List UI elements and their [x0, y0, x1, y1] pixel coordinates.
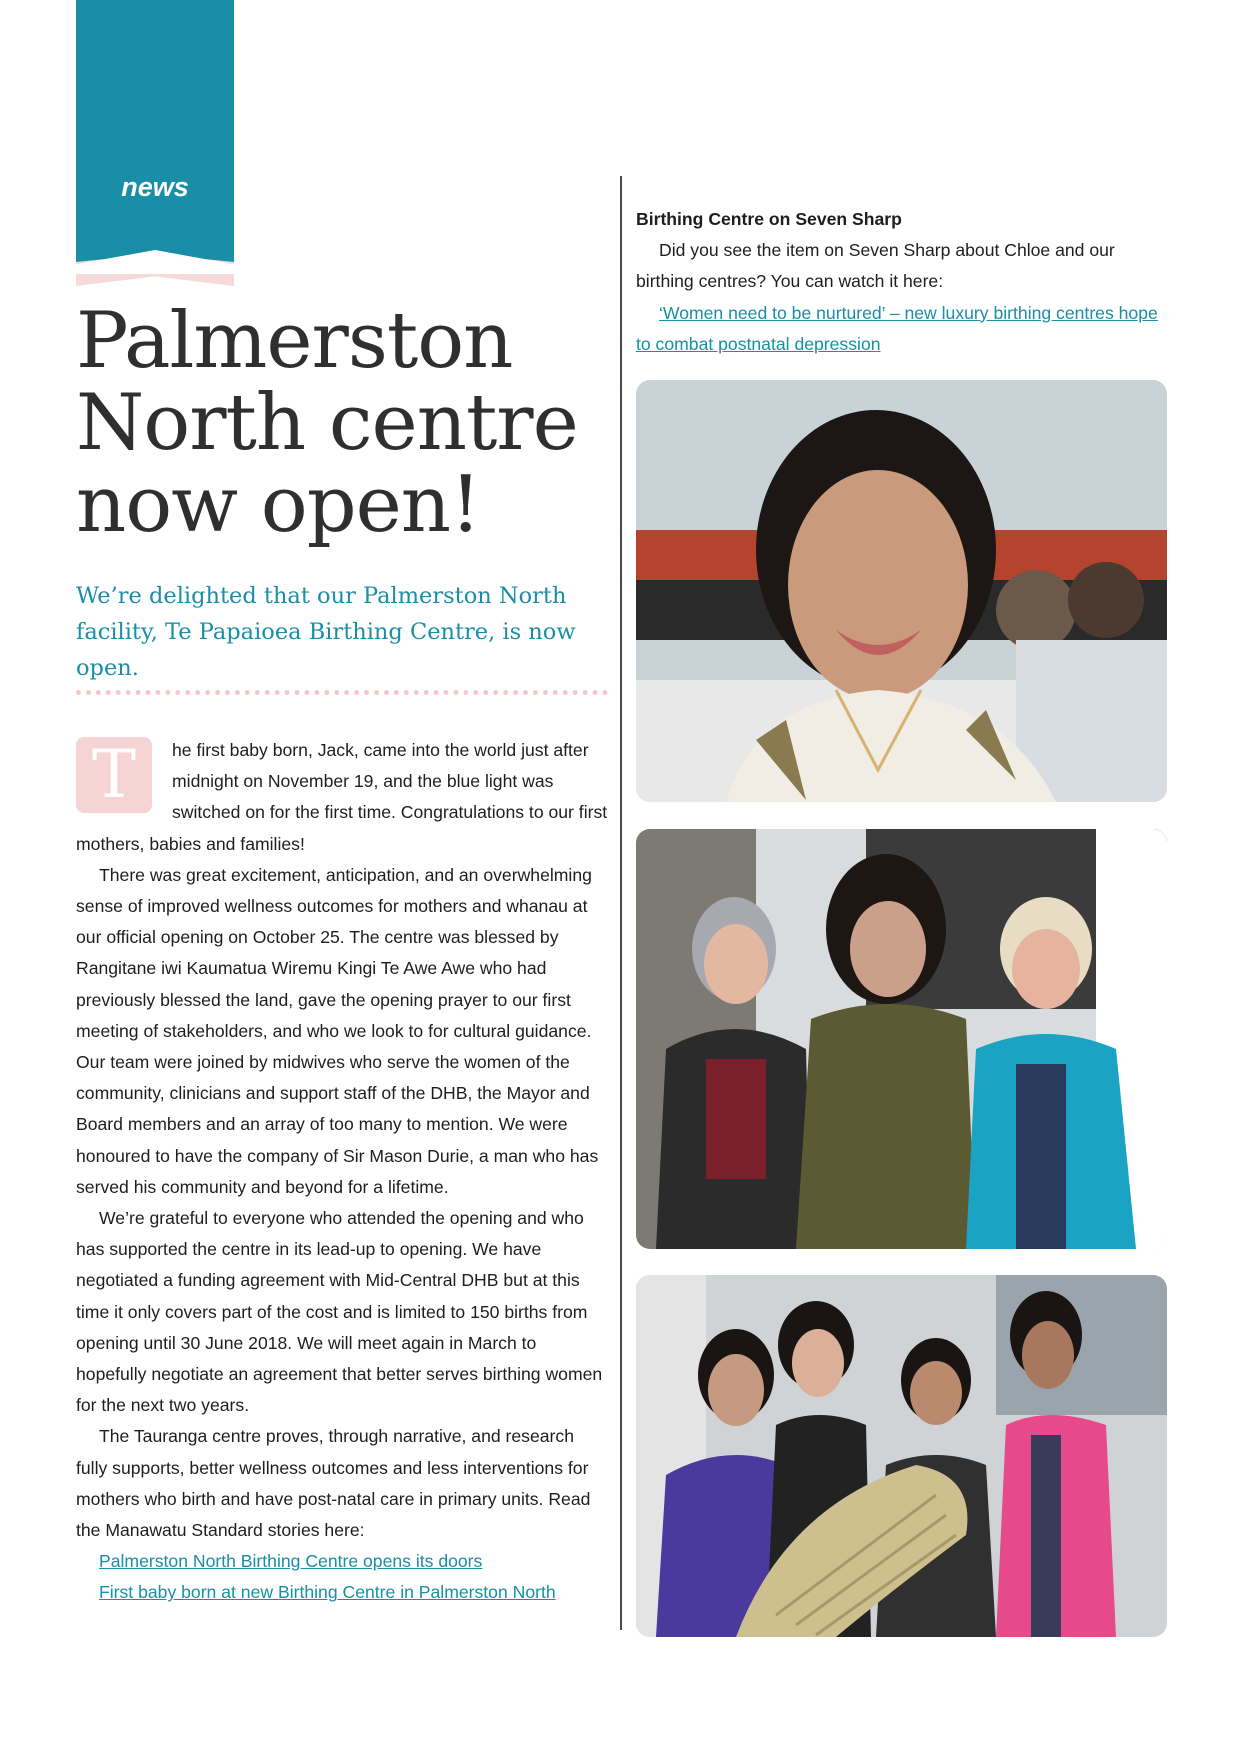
story-link-first-baby[interactable]: First baby born at new Birthing Centre in Palmerston North — [99, 1582, 556, 1603]
photo-portrait — [636, 380, 1167, 802]
title-line-1: Palmerston — [76, 296, 513, 386]
column-divider — [620, 176, 622, 1630]
sidebar-text: Did you see the item on Seven Sharp about Chloe and our birthing centres? You can watch it here: — [636, 240, 1115, 292]
article-paragraph-4: The Tauranga centre proves, through narrative, and research fully supports, better wellness outcomes and less interventions for mothers who birth and have post-natal care in primary units. Read the Manawatu Standard stories here: — [76, 1426, 591, 1541]
title-line-2: North centre — [76, 378, 578, 468]
standfirst: We’re delighted that our Palmerston North facility, Te Papaioea Birthing Centre, is now open. — [76, 583, 576, 681]
sidebar-story — [636, 204, 1170, 360]
title-line-3: now open! — [76, 460, 481, 550]
section-label: news — [121, 172, 189, 202]
article-body — [76, 735, 610, 1609]
section-ribbon — [76, 0, 234, 272]
story-link-opens-doors[interactable]: Palmerston North Birthing Centre opens its doors — [99, 1551, 483, 1572]
article-paragraph-2: There was great excitement, anticipation, and an overwhelming sense of improved wellness outcomes for mothers and whanau at our official opening on October 25. The centre was blessed by Rangitane iwi Kaumatua Wiremu Kingi Te Awe Awe who had previously blessed the land, gave the opening prayer to our first meeting of stakeholders, and who we look to for cultural guidance. Our team were joined by midwives who serve the women of the community, clinicians and support staff of the DHB, the Mayor and Board members and an array of too many to mention. We were honoured to have the company of Sir Mason Durie, a man who has served his community and beyond for a lifetime. — [76, 864, 599, 1197]
seven-sharp-link[interactable]: ‘Women need to be nurtured’ – new luxury birthing centres hope to combat postnatal depression — [636, 302, 1158, 354]
sidebar-heading: Birthing Centre on Seven Sharp — [636, 209, 902, 229]
dotted-divider — [76, 690, 608, 695]
article-paragraph-3: We’re grateful to everyone who attended the opening and who has supported the centre in its lead-up to opening. We have negotiated a funding agreement with Mid-Central DHB but at this time it only covers part of the cost and is limited to 150 births from opening until 30 June 2018. We will meet again in March to hopefully negotiate an agreement that better serves birthing women for the next two years. — [76, 1208, 603, 1416]
drop-cap: T — [76, 737, 152, 813]
photo-group-with-basket — [636, 1275, 1167, 1637]
paragraph-1-text: he first baby born, Jack, came into the world just after midnight on November 19, and the blue light was switched on for the first time. Congratulations to our first mothers, babies and families! — [76, 740, 608, 854]
photo-three-women — [636, 829, 1167, 1249]
page-title — [76, 296, 606, 550]
article-paragraph-1 — [76, 735, 610, 860]
